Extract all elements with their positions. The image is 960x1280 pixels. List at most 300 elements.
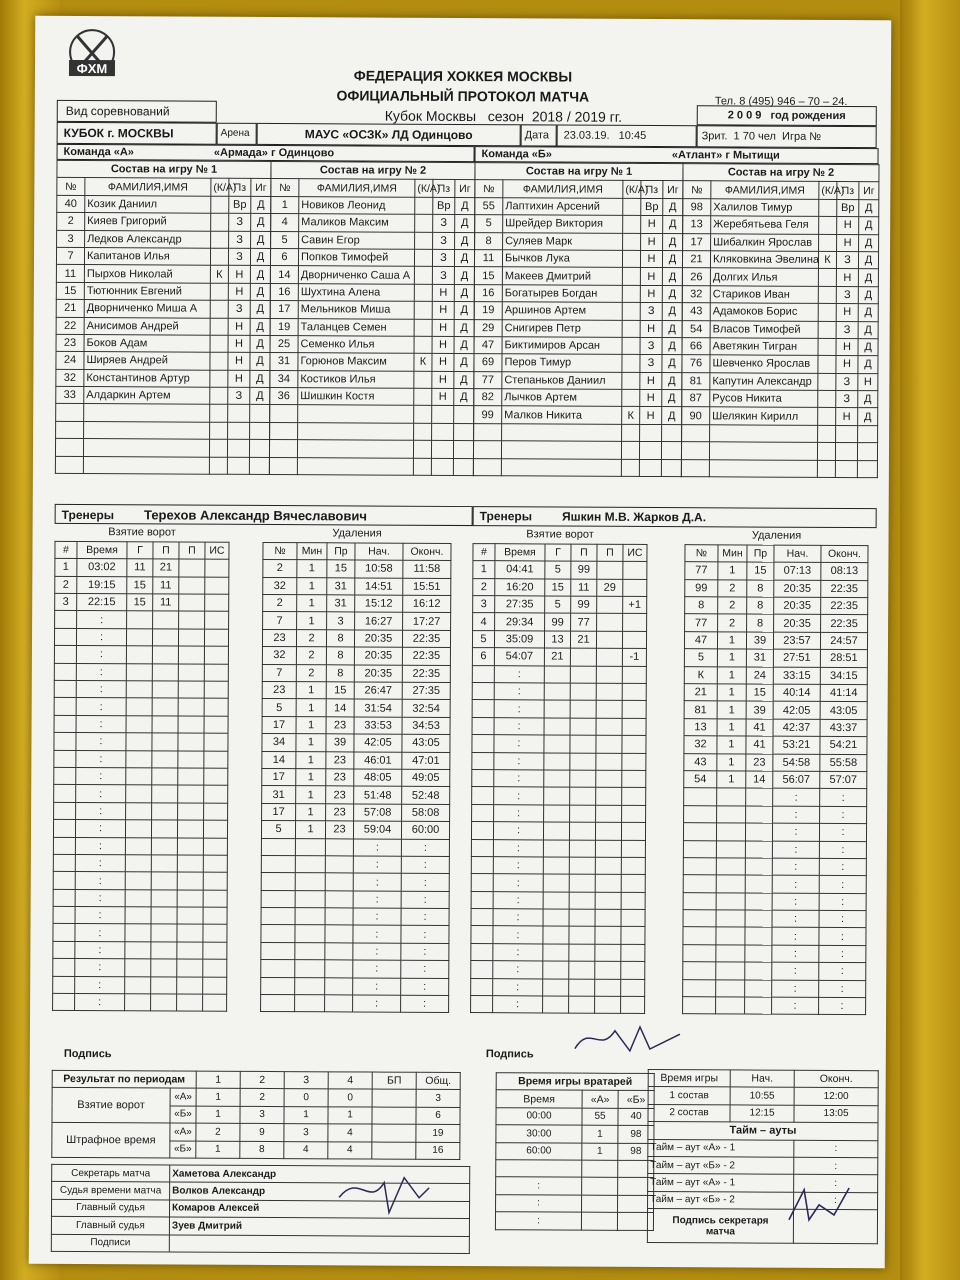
- goals-b-cell: 29:34: [495, 613, 545, 631]
- pens-a-header: [263, 542, 451, 560]
- sign-a: Подпись: [63, 1047, 112, 1061]
- player-ig: Д: [663, 198, 683, 215]
- pens-b-header: [685, 545, 868, 563]
- player-name: Новиков Леонид: [299, 196, 415, 214]
- goals-a-cell: [126, 663, 152, 681]
- goals-a-cell: [125, 976, 151, 994]
- player-number: 7: [56, 247, 84, 265]
- goals-a-cell: [152, 716, 178, 734]
- goals-a-row: [54, 715, 228, 733]
- goalie-cell: 55: [582, 1108, 618, 1126]
- pens-a-cell: [261, 925, 295, 943]
- player-number: 33: [56, 386, 84, 404]
- pens-b-cell: 1: [717, 771, 746, 789]
- gt-title: Время игры: [648, 1069, 730, 1087]
- pens-b-cell: 43:05: [820, 702, 867, 720]
- roster-row: [682, 355, 878, 373]
- goals-a-cell: [152, 698, 178, 716]
- pens-a-cell: 31: [327, 595, 355, 613]
- pens-a-cell: 23: [326, 769, 354, 787]
- goals-b-cell: [544, 753, 570, 771]
- player-pz: [227, 457, 249, 475]
- pens-b-cell: 28:51: [820, 650, 867, 668]
- pens-b-cell: [745, 875, 772, 893]
- player-role: [622, 285, 640, 302]
- goals-b-cell: 77: [571, 614, 597, 632]
- goals-a-cell: [203, 855, 227, 873]
- player-number: 8: [475, 232, 503, 250]
- player-pz: З: [228, 387, 250, 405]
- pens-b-row: [685, 562, 868, 580]
- pens-a-cell: :: [353, 908, 401, 926]
- goalie-cell: [581, 1212, 617, 1230]
- pens-a-cell: 60:00: [401, 821, 449, 839]
- pens-b-cell: 08:13: [821, 563, 868, 581]
- pens-b-col: Пр: [747, 545, 774, 563]
- period-value: 1: [196, 1106, 240, 1124]
- goals-b-cell: 2: [473, 578, 495, 596]
- roster-row: [56, 386, 270, 405]
- arena-label: Арена: [217, 123, 257, 145]
- player-role: [622, 389, 640, 406]
- goals-a-cell: [125, 820, 151, 838]
- goalie-cols: [496, 1090, 654, 1108]
- goals-a-cell: [53, 872, 75, 890]
- goals-b-cell: [596, 701, 622, 719]
- goals-b-cell: [621, 840, 645, 858]
- goals-b-cell: 11: [571, 579, 597, 597]
- pens-a-row: [262, 699, 450, 717]
- period-value: 4: [328, 1124, 372, 1142]
- player-pz: З: [433, 232, 455, 250]
- player-role: [415, 214, 433, 231]
- goals-a-cell: :: [76, 681, 126, 699]
- pens-b-cell: 99: [685, 579, 718, 597]
- gt-v: 12:15: [730, 1105, 794, 1123]
- player-ig: [453, 458, 473, 475]
- pens-b-cell: 14: [746, 771, 773, 789]
- goals-b-cell: [597, 596, 623, 614]
- player-number: 5: [475, 215, 503, 233]
- timeouts-title: [648, 1122, 878, 1141]
- pens-b-row: [684, 788, 867, 806]
- goals-a-cell: [151, 872, 177, 890]
- goals-a-cell: [177, 994, 203, 1012]
- pens-a-cell: [261, 838, 295, 856]
- roster-row: [473, 458, 681, 476]
- goals-b-cell: [622, 805, 646, 823]
- gt-v: 13:05: [794, 1105, 878, 1123]
- player-number: 17: [683, 233, 711, 251]
- coaches-b: Тренеры Яшкин М.В. Жарков Д.А.: [473, 506, 877, 528]
- pens-a-cell: 23: [325, 821, 353, 839]
- player-role: [210, 248, 228, 265]
- pens-a-cell: [261, 960, 295, 978]
- goals-b-cell: [622, 736, 646, 754]
- pens-a-cell: [261, 908, 295, 926]
- goals-a-cell: [178, 629, 204, 647]
- pens-a-cell: 31:54: [354, 699, 402, 717]
- goals-a-cell: [203, 977, 227, 995]
- goals-b-cell: [569, 944, 595, 962]
- pens-b-col: Нач.: [774, 545, 821, 563]
- goals-b-cell: [471, 822, 493, 840]
- goals-b-cell: [472, 717, 494, 735]
- player-name: Козик Даниил: [85, 195, 211, 213]
- goals-b-row: [471, 909, 645, 927]
- goals-a-cell: :: [75, 889, 125, 907]
- pens-b-cell: К: [684, 666, 717, 684]
- goals-b-cell: [622, 770, 646, 788]
- pens-a-cell: 2: [296, 647, 326, 665]
- pens-b-cell: 53:21: [773, 736, 820, 754]
- player-pz: Н: [640, 372, 662, 390]
- goals-b-cell: [543, 944, 569, 962]
- player-pz: Н: [640, 390, 662, 408]
- pens-b-cell: [745, 980, 772, 998]
- pens-b-cell: [745, 893, 772, 911]
- player-role: [623, 233, 641, 250]
- pens-b-cell: [716, 979, 745, 997]
- goals-a-cell: [126, 750, 152, 768]
- pens-b-cell: :: [819, 980, 866, 998]
- goals-b-cell: [621, 875, 645, 893]
- player-role: [414, 301, 432, 318]
- player-ig: Д: [662, 407, 682, 424]
- pens-a-cell: 1: [296, 734, 326, 752]
- pens-b-cell: 42:05: [773, 702, 820, 720]
- pens-b-cell: :: [772, 997, 819, 1015]
- goals-a-cell: [152, 629, 178, 647]
- gt-to: Тайм – ауты: [648, 1122, 878, 1141]
- player-ig: Д: [250, 370, 270, 387]
- period-value: 1: [328, 1107, 372, 1125]
- goals-b-cell: [596, 648, 622, 666]
- pens-a-cell: 31: [327, 577, 355, 595]
- pens-b-cell: 22:35: [821, 597, 868, 615]
- goals-b-cell: [597, 561, 623, 579]
- pens-b-row: [683, 858, 866, 876]
- goals-b-cell: [543, 892, 569, 910]
- pens-a-cell: [295, 960, 325, 978]
- goals-a-cell: [203, 925, 227, 943]
- player-ig: [661, 442, 681, 459]
- results-row: [52, 1088, 460, 1108]
- goals-b-cell: [543, 979, 569, 997]
- pens-b-cell: :: [773, 806, 820, 824]
- player-role: [621, 459, 639, 476]
- player-number: 16: [474, 284, 502, 302]
- player-number: 54: [682, 320, 710, 338]
- goals-b-cell: [569, 822, 595, 840]
- goals-a-cell: [126, 803, 152, 821]
- player-name: Анисимов Андрей: [84, 317, 210, 335]
- pens-a-cell: 1: [296, 803, 326, 821]
- pens-a-cell: 22:35: [402, 647, 450, 665]
- goals-a-row: [54, 646, 228, 664]
- player-number: 2: [57, 213, 85, 231]
- pens-a-cell: 1: [295, 821, 325, 839]
- goals-a-cell: 15: [127, 594, 153, 612]
- player-pz: З: [229, 213, 251, 231]
- pens-b-cell: 41: [746, 719, 773, 737]
- player-ig: Н: [858, 373, 878, 390]
- player-pz: Н: [837, 234, 859, 252]
- goals-b-cell: [544, 683, 570, 701]
- period-value: 3: [240, 1106, 284, 1124]
- goals-a-cell: [178, 733, 204, 751]
- period-value: 1: [196, 1089, 240, 1107]
- roster-row: [271, 214, 475, 232]
- pens-b-cell: 56:07: [773, 771, 820, 789]
- goals-b-cell: :: [493, 822, 543, 840]
- player-name: Снигирев Петр: [502, 319, 622, 337]
- goals-b-cell: [472, 683, 494, 701]
- player-number: 47: [474, 336, 502, 354]
- goals-b-cell: :: [494, 735, 544, 753]
- player-ig: [857, 443, 877, 460]
- pens-b-cell: [716, 840, 745, 858]
- pens-a-cell: [325, 943, 353, 961]
- player-pz: З: [432, 249, 454, 267]
- player-number: [56, 404, 84, 422]
- player-name: Лычков Артем: [502, 389, 622, 407]
- pens-a-cell: [261, 890, 295, 908]
- pens-a-cell: 46:01: [354, 752, 402, 770]
- spectators: Зрит. 1 70 чел Игра №: [697, 125, 877, 148]
- pens-b-cell: [745, 962, 772, 980]
- player-ig: [250, 405, 270, 422]
- player-number: [270, 405, 298, 423]
- goals-a-row: [55, 576, 229, 594]
- roster-row: [56, 404, 270, 423]
- pens-b-row: [685, 579, 868, 597]
- player-ig: Д: [454, 354, 474, 371]
- goals-a-cell: [126, 716, 152, 734]
- period-value: 19: [416, 1124, 460, 1142]
- pens-b-row: [683, 840, 866, 858]
- player-pz: [432, 406, 454, 424]
- goals-a-cell: [178, 681, 204, 699]
- pens-b-row: [684, 718, 867, 736]
- player-number: 6: [270, 248, 298, 266]
- player-number: 66: [682, 338, 710, 356]
- player-pz: Н: [228, 353, 250, 371]
- competition: КУБОК г. МОСКВЫ: [57, 122, 217, 145]
- player-pz: Н: [836, 304, 858, 322]
- pens-b-row: [684, 701, 867, 719]
- player-number: [56, 421, 84, 439]
- goals-b-cell: [622, 683, 646, 701]
- goals-a-cell: 15: [127, 576, 153, 594]
- player-name: Кляковкина Эвелина: [710, 251, 818, 269]
- player-role: [622, 302, 640, 319]
- roster-row: [682, 285, 878, 303]
- goals-b-cell: [595, 979, 621, 997]
- goals-a-cell: [126, 629, 152, 647]
- pens-b-cell: [717, 806, 746, 824]
- goals-b-cell: [621, 996, 645, 1014]
- pens-a-cell: 14:51: [355, 578, 403, 596]
- pens-a-cell: :: [401, 978, 449, 996]
- goals-b-cell: [623, 562, 647, 580]
- player-number: [55, 456, 83, 474]
- goals-b-cell: [570, 700, 596, 718]
- goalie-row: [496, 1142, 654, 1160]
- pens-a-cell: 8: [326, 664, 354, 682]
- official-row: [51, 1217, 469, 1237]
- player-pz: [228, 422, 250, 440]
- pens-a-cell: :: [353, 943, 401, 961]
- roster-row: [270, 353, 474, 371]
- pens-a-cell: 2: [263, 560, 297, 578]
- pens-a-cell: 23: [262, 681, 296, 699]
- goals-b: [470, 526, 648, 1014]
- pens-b-row: [684, 684, 867, 702]
- pens-b-cell: :: [772, 910, 819, 928]
- player-name: [710, 425, 818, 443]
- period-value: [372, 1142, 416, 1160]
- goals-b-cell: [621, 962, 645, 980]
- goals-a-cell: [179, 559, 205, 577]
- pens-a-cell: [295, 856, 325, 874]
- player-ig: Д: [455, 215, 475, 232]
- goals-a-cell: :: [75, 959, 125, 977]
- pens-a-cell: 23: [262, 629, 296, 647]
- goals-a-col: ИС: [205, 542, 229, 560]
- player-ig: Д: [859, 199, 879, 216]
- pens-b-cell: 1: [717, 719, 746, 737]
- pens-a-row: [262, 716, 450, 734]
- player-role: [621, 442, 639, 459]
- player-number: 5: [271, 231, 299, 249]
- player-role: [414, 406, 432, 423]
- goalie-col: Время: [496, 1090, 582, 1108]
- pens-b-cell: 1: [717, 632, 746, 650]
- goals-a-cell: [204, 716, 228, 734]
- pens-b-cell: [745, 910, 772, 928]
- pens-b-cell: [716, 927, 745, 945]
- goals-b-cell: [471, 856, 493, 874]
- col-name: ФАМИЛИЯ,ИМЯ: [711, 181, 819, 199]
- goals-b-cell: :: [493, 909, 543, 927]
- goals-a-cell: :: [76, 698, 126, 716]
- pens-a-cell: 5: [261, 821, 295, 839]
- player-name: Суляев Марк: [503, 232, 623, 250]
- pens-b-cell: :: [820, 806, 867, 824]
- goals-a-cell: 1: [55, 559, 77, 577]
- official-role: Секретарь матча: [52, 1164, 170, 1182]
- pens-b-cell: [745, 927, 772, 945]
- goals-b-cell: [595, 857, 621, 875]
- player-number: 40: [57, 195, 85, 213]
- player-role: [413, 458, 431, 475]
- goals-b-cell: [621, 857, 645, 875]
- goalie-row: [496, 1107, 654, 1125]
- player-ig: Д: [454, 249, 474, 266]
- goals-b-cell: [570, 735, 596, 753]
- pens-a-cell: 17: [262, 803, 296, 821]
- player-role: [817, 460, 835, 477]
- player-ig: Д: [454, 319, 474, 336]
- goals-b-cell: :: [494, 683, 544, 701]
- player-name: Жеребятьева Геля: [711, 216, 819, 234]
- player-ig: [662, 424, 682, 441]
- pens-b-cell: 54:21: [820, 737, 867, 755]
- pens-b-cell: 43:37: [820, 719, 867, 737]
- player-ig: Д: [251, 214, 271, 231]
- goals-b-cell: [570, 787, 596, 805]
- timeout-label: Тайм – аут «А» - 1: [648, 1139, 794, 1157]
- roster-line-header: [683, 164, 879, 182]
- player-role: [415, 197, 433, 214]
- pens-b-cell: 15: [747, 562, 774, 580]
- goals-b-col: Г: [545, 544, 571, 562]
- player-number: [473, 458, 501, 476]
- results-head: Результат по периодам: [52, 1070, 196, 1088]
- pens-a-cell: 1: [296, 769, 326, 787]
- goalie-table: [495, 1072, 655, 1230]
- player-ig: Д: [251, 231, 271, 248]
- pens-b-cell: :: [772, 962, 819, 980]
- player-role: [819, 217, 837, 234]
- roster-row: [683, 216, 879, 234]
- roster-row: [474, 423, 682, 441]
- goals-a-row: [53, 976, 227, 994]
- player-role: [209, 439, 227, 456]
- pens-a-cell: 10:58: [355, 560, 403, 578]
- goalie-row-empty: [496, 1194, 654, 1212]
- col-pz: Пз: [433, 180, 455, 198]
- goals-b-cell: [569, 874, 595, 892]
- goals-a-cell: [203, 994, 227, 1012]
- player-name: Адамоков Борис: [710, 303, 818, 321]
- roster-row: [270, 301, 474, 319]
- goals-a-cell: [179, 577, 205, 595]
- player-ig: Д: [859, 234, 879, 251]
- roster-row: [682, 390, 878, 408]
- col-name: ФАМИЛИЯ,ИМЯ: [85, 178, 211, 196]
- player-role: [623, 198, 641, 215]
- goals-a-cell: :: [75, 907, 125, 925]
- pens-b-cell: 55:58: [820, 754, 867, 772]
- pens-a-title-row: [263, 525, 451, 543]
- goals-a-header: [55, 541, 229, 559]
- pens-b-cell: 13: [684, 718, 717, 736]
- goals-a-cell: [179, 611, 205, 629]
- pens-b-row: [683, 927, 866, 945]
- player-pz: Н: [836, 338, 858, 356]
- roster-row: [683, 233, 879, 251]
- pens-b-cell: 22:35: [821, 615, 868, 633]
- sec-match-lbl: матча: [705, 1225, 735, 1238]
- goals-a-cell: :: [76, 663, 126, 681]
- goals-a-cell: [53, 924, 75, 942]
- pens-a-row: [261, 821, 449, 839]
- player-role: [414, 249, 432, 266]
- goals-b-cell: [595, 927, 621, 945]
- pens-a-cell: 34: [262, 734, 296, 752]
- player-pz: [432, 423, 454, 441]
- results-head: 2: [240, 1071, 284, 1089]
- player-ig: [454, 423, 474, 440]
- roster-row: [682, 251, 878, 269]
- pens-b-title: Удаления: [751, 529, 802, 543]
- goals-a-cell: 21: [153, 559, 179, 577]
- player-name: Таланцев Семен: [298, 318, 414, 336]
- goals-a-cell: [205, 559, 229, 577]
- player-number: 11: [474, 250, 502, 268]
